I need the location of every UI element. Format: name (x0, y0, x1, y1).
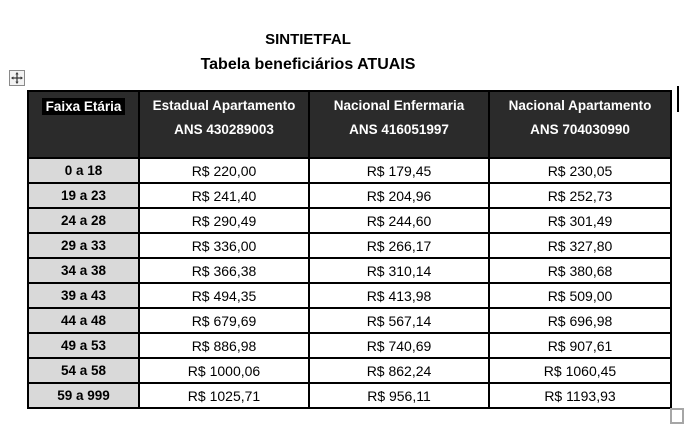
price-cell-enfermaria[interactable]: R$ 179,45 (309, 158, 489, 183)
document-subtitle: Tabela beneficiários ATUAIS (200, 56, 416, 73)
table-row (28, 358, 671, 383)
price-cell-estadual[interactable]: R$ 1025,71 (139, 383, 309, 408)
price-cell-enfermaria[interactable]: R$ 266,17 (309, 233, 489, 258)
column-header-nacional-apartamento[interactable] (489, 91, 671, 158)
column-header-estadual-apartamento[interactable] (139, 91, 309, 158)
beneficiaries-table (27, 90, 672, 409)
move-icon (11, 72, 23, 84)
column-header-nacional-enfermaria[interactable] (309, 91, 489, 158)
column-header-ans: ANS 416051997 (349, 122, 449, 137)
age-range-cell[interactable]: 29 a 33 (28, 233, 139, 258)
column-header-line1: Nacional Apartamento (508, 98, 652, 113)
price-cell-apartamento[interactable]: R$ 1193,93 (489, 383, 671, 408)
age-range-cell[interactable]: 24 a 28 (28, 208, 139, 233)
age-range-cell[interactable]: 39 a 43 (28, 283, 139, 308)
price-cell-apartamento[interactable]: R$ 301,49 (489, 208, 671, 233)
price-cell-estadual[interactable]: R$ 886,98 (139, 333, 309, 358)
column-header-line1: Nacional Enfermaria (333, 98, 465, 113)
column-header-line1: Estadual Apartamento (152, 98, 296, 113)
age-range-cell[interactable]: 19 a 23 (28, 183, 139, 208)
price-cell-enfermaria[interactable]: R$ 567,14 (309, 308, 489, 333)
column-header-ans: ANS 704030990 (530, 122, 630, 137)
price-cell-enfermaria[interactable]: R$ 244,60 (309, 208, 489, 233)
table-row (28, 383, 671, 408)
age-range-cell[interactable]: 49 a 53 (28, 333, 139, 358)
price-cell-apartamento[interactable]: R$ 907,61 (489, 333, 671, 358)
price-cell-enfermaria[interactable]: R$ 740,69 (309, 333, 489, 358)
document-title: SINTIETFAL (265, 31, 351, 48)
price-cell-estadual[interactable]: R$ 336,00 (139, 233, 309, 258)
price-cell-apartamento[interactable]: R$ 230,05 (489, 158, 671, 183)
price-cell-estadual[interactable]: R$ 679,69 (139, 308, 309, 333)
price-cell-estadual[interactable]: R$ 1000,06 (139, 358, 309, 383)
price-cell-estadual[interactable]: R$ 494,35 (139, 283, 309, 308)
price-cell-estadual[interactable]: R$ 366,38 (139, 258, 309, 283)
price-cell-enfermaria[interactable]: R$ 413,98 (309, 283, 489, 308)
price-cell-enfermaria[interactable]: R$ 204,96 (309, 183, 489, 208)
age-range-cell[interactable]: 59 a 999 (28, 383, 139, 408)
price-cell-estadual[interactable]: R$ 290,49 (139, 208, 309, 233)
age-range-cell[interactable]: 0 a 18 (28, 158, 139, 183)
table-move-handle[interactable] (9, 70, 25, 86)
price-cell-apartamento[interactable]: R$ 509,00 (489, 283, 671, 308)
header-row (28, 91, 671, 158)
column-header-faixa-etaria[interactable] (28, 91, 139, 158)
age-range-cell[interactable]: 44 a 48 (28, 308, 139, 333)
age-range-cell[interactable]: 34 a 38 (28, 258, 139, 283)
table-row (28, 233, 671, 258)
table-row (28, 208, 671, 233)
column-header-ans: ANS 430289003 (174, 122, 274, 137)
table-row (28, 158, 671, 183)
price-cell-apartamento[interactable]: R$ 696,98 (489, 308, 671, 333)
price-cell-enfermaria[interactable]: R$ 956,11 (309, 383, 489, 408)
price-cell-apartamento[interactable]: R$ 252,73 (489, 183, 671, 208)
table-row (28, 183, 671, 208)
faixa-etaria-highlight: Faixa Etária (42, 98, 126, 115)
price-cell-enfermaria[interactable]: R$ 310,14 (309, 258, 489, 283)
price-cell-apartamento[interactable]: R$ 380,68 (489, 258, 671, 283)
price-cell-apartamento[interactable]: R$ 1060,45 (489, 358, 671, 383)
table-row (28, 258, 671, 283)
table-row (28, 283, 671, 308)
age-range-cell[interactable]: 54 a 58 (28, 358, 139, 383)
table-row (28, 333, 671, 358)
price-cell-apartamento[interactable]: R$ 327,80 (489, 233, 671, 258)
table-resize-handle[interactable] (670, 408, 684, 424)
text-cursor-bar (677, 86, 679, 112)
price-cell-estadual[interactable]: R$ 241,40 (139, 183, 309, 208)
price-cell-enfermaria[interactable]: R$ 862,24 (309, 358, 489, 383)
price-cell-estadual[interactable]: R$ 220,00 (139, 158, 309, 183)
table-row (28, 308, 671, 333)
